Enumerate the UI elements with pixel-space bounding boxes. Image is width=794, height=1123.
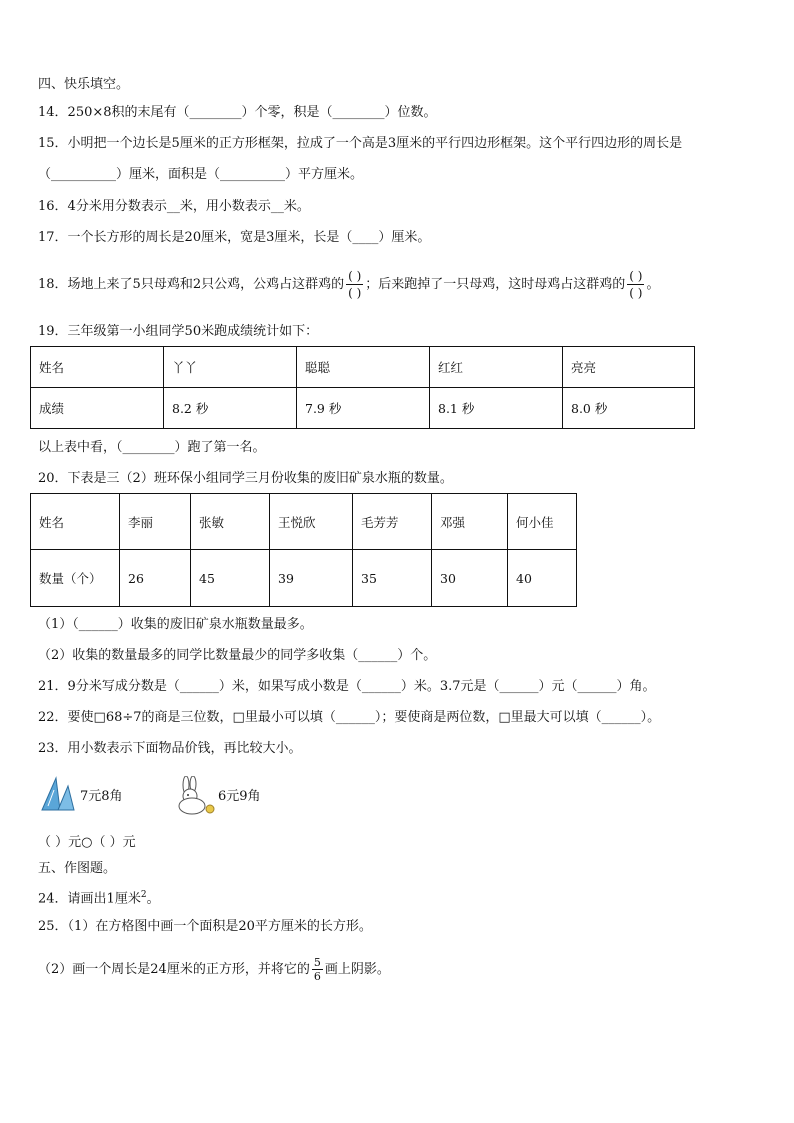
table-cell: 30 bbox=[432, 550, 508, 607]
table-cell: 8.1 秒 bbox=[430, 388, 563, 429]
run-results-table bbox=[30, 346, 695, 429]
table-cell: 何小佳 bbox=[508, 494, 577, 550]
section-heading-4: 四、快乐填空。 bbox=[38, 77, 130, 92]
table-cell: 39 bbox=[270, 550, 353, 607]
question-25-sub2-text-2: 画上阴影。 bbox=[324, 962, 390, 977]
question-19-title: 19．三年级第一小组同学50米跑成绩统计如下： bbox=[38, 324, 319, 339]
superscript-2: 2 bbox=[140, 890, 147, 900]
question-24 bbox=[38, 886, 160, 908]
question-18-end: 。 bbox=[646, 277, 660, 292]
question-23-title: 23．用小数表示下面物品价钱，再比较大小。 bbox=[38, 741, 302, 756]
table-header-row bbox=[31, 347, 695, 388]
table-cell: 数量（个） bbox=[31, 550, 120, 607]
table-cell: 红红 bbox=[430, 347, 563, 388]
table-cell: 张敏 bbox=[191, 494, 270, 550]
table-cell: 8.2 秒 bbox=[164, 388, 297, 429]
table-row bbox=[31, 388, 695, 429]
question-25-sub1: 25．（1）在方格图中画一个面积是20平方厘米的长方形。 bbox=[38, 919, 372, 934]
question-15-line2: （__________）厘米，面积是（__________）平方厘米。 bbox=[38, 167, 364, 182]
table-cell: 姓名 bbox=[31, 347, 164, 388]
blank-fraction-2[interactable] bbox=[627, 268, 644, 301]
question-22: 22．要使□68÷7的商是三位数，□里最小可以填（______）；要使商是两位数，□里最大可以填（______）。 bbox=[38, 710, 661, 725]
table-cell: 聪聪 bbox=[297, 347, 430, 388]
question-25-sub2 bbox=[38, 952, 390, 988]
table-cell: 李丽 bbox=[120, 494, 191, 550]
table-cell: 26 bbox=[120, 550, 191, 607]
table-cell: 8.0 秒 bbox=[563, 388, 695, 429]
question-20-sub2: （2）收集的数量最多的同学比数量最少的同学多收集（______）个。 bbox=[38, 648, 437, 663]
question-18 bbox=[38, 266, 660, 304]
fraction-denominator-blank: ( ) bbox=[629, 286, 643, 300]
blank-fraction-1[interactable] bbox=[346, 268, 363, 301]
table-cell: 亮亮 bbox=[563, 347, 695, 388]
table-cell: 35 bbox=[353, 550, 432, 607]
table-cell: 毛芳芳 bbox=[353, 494, 432, 550]
question-24-text: 24．请画出1厘米 bbox=[38, 891, 141, 907]
table-cell: 45 bbox=[191, 550, 270, 607]
table-cell: 7.9 秒 bbox=[297, 388, 430, 429]
table-header-row bbox=[31, 494, 577, 550]
question-21: 21．9分米写成分数是（______）米，如果写成小数是（______）米。3.7元是（______）元（______）角。 bbox=[38, 679, 656, 694]
price-label-1: 7元8角 bbox=[80, 789, 123, 804]
question-17: 17．一个长方形的周长是20厘米，宽是3厘米，长是（____）厘米。 bbox=[38, 230, 431, 245]
table-cell: 姓名 bbox=[31, 494, 120, 550]
fraction-five-sixths bbox=[312, 956, 323, 983]
question-19-followup: 以上表中看，（________）跑了第一名。 bbox=[38, 440, 266, 455]
fraction-denominator: 6 bbox=[313, 970, 321, 983]
fraction-denominator-blank: ( ) bbox=[348, 286, 362, 300]
fraction-numerator-blank: ( ) bbox=[348, 269, 362, 283]
table-cell: 王悦欣 bbox=[270, 494, 353, 550]
table-cell: 丫丫 bbox=[164, 347, 297, 388]
triangle-ruler-icon bbox=[40, 776, 76, 812]
question-24-end: 。 bbox=[146, 891, 160, 907]
question-16: 16．4分米用分数表示__米，用小数表示__米。 bbox=[38, 199, 310, 214]
section-heading-5: 五、作图题。 bbox=[38, 861, 117, 876]
table-cell: 成绩 bbox=[31, 388, 164, 429]
fraction-numerator: 5 bbox=[313, 956, 321, 969]
question-20-title: 20．下表是三（2）班环保小组同学三月份收集的废旧矿泉水瓶的数量。 bbox=[38, 471, 453, 486]
question-23-answer: （ ）元○（ ）元 bbox=[38, 835, 136, 850]
question-15-line1: 15．小明把一个边长是5厘米的正方形框架，拉成了一个高是3厘米的平行四边形框架。这个平行四边形的周长是 bbox=[38, 136, 683, 151]
rabbit-icon bbox=[172, 776, 216, 816]
question-20-sub1: （1）（______）收集的废旧矿泉水瓶数量最多。 bbox=[38, 617, 313, 632]
price-label-2: 6元9角 bbox=[218, 789, 261, 804]
question-25-sub2-text-1: （2）画一个周长是24厘米的正方形，并将它的 bbox=[38, 962, 310, 977]
question-14: 14．250×8积的末尾有（________）个零，积是（________）位数。 bbox=[38, 105, 437, 120]
question-18-text-2: ；后来跑掉了一只母鸡，这时母鸡占这群鸡的 bbox=[365, 277, 626, 292]
table-cell: 邓强 bbox=[432, 494, 508, 550]
bottle-count-table bbox=[30, 493, 577, 607]
question-18-text-1: 18．场地上来了5只母鸡和2只公鸡，公鸡占这群鸡的 bbox=[38, 277, 345, 292]
table-cell: 40 bbox=[508, 550, 577, 607]
fraction-numerator-blank: ( ) bbox=[629, 269, 643, 283]
table-row bbox=[31, 550, 577, 607]
